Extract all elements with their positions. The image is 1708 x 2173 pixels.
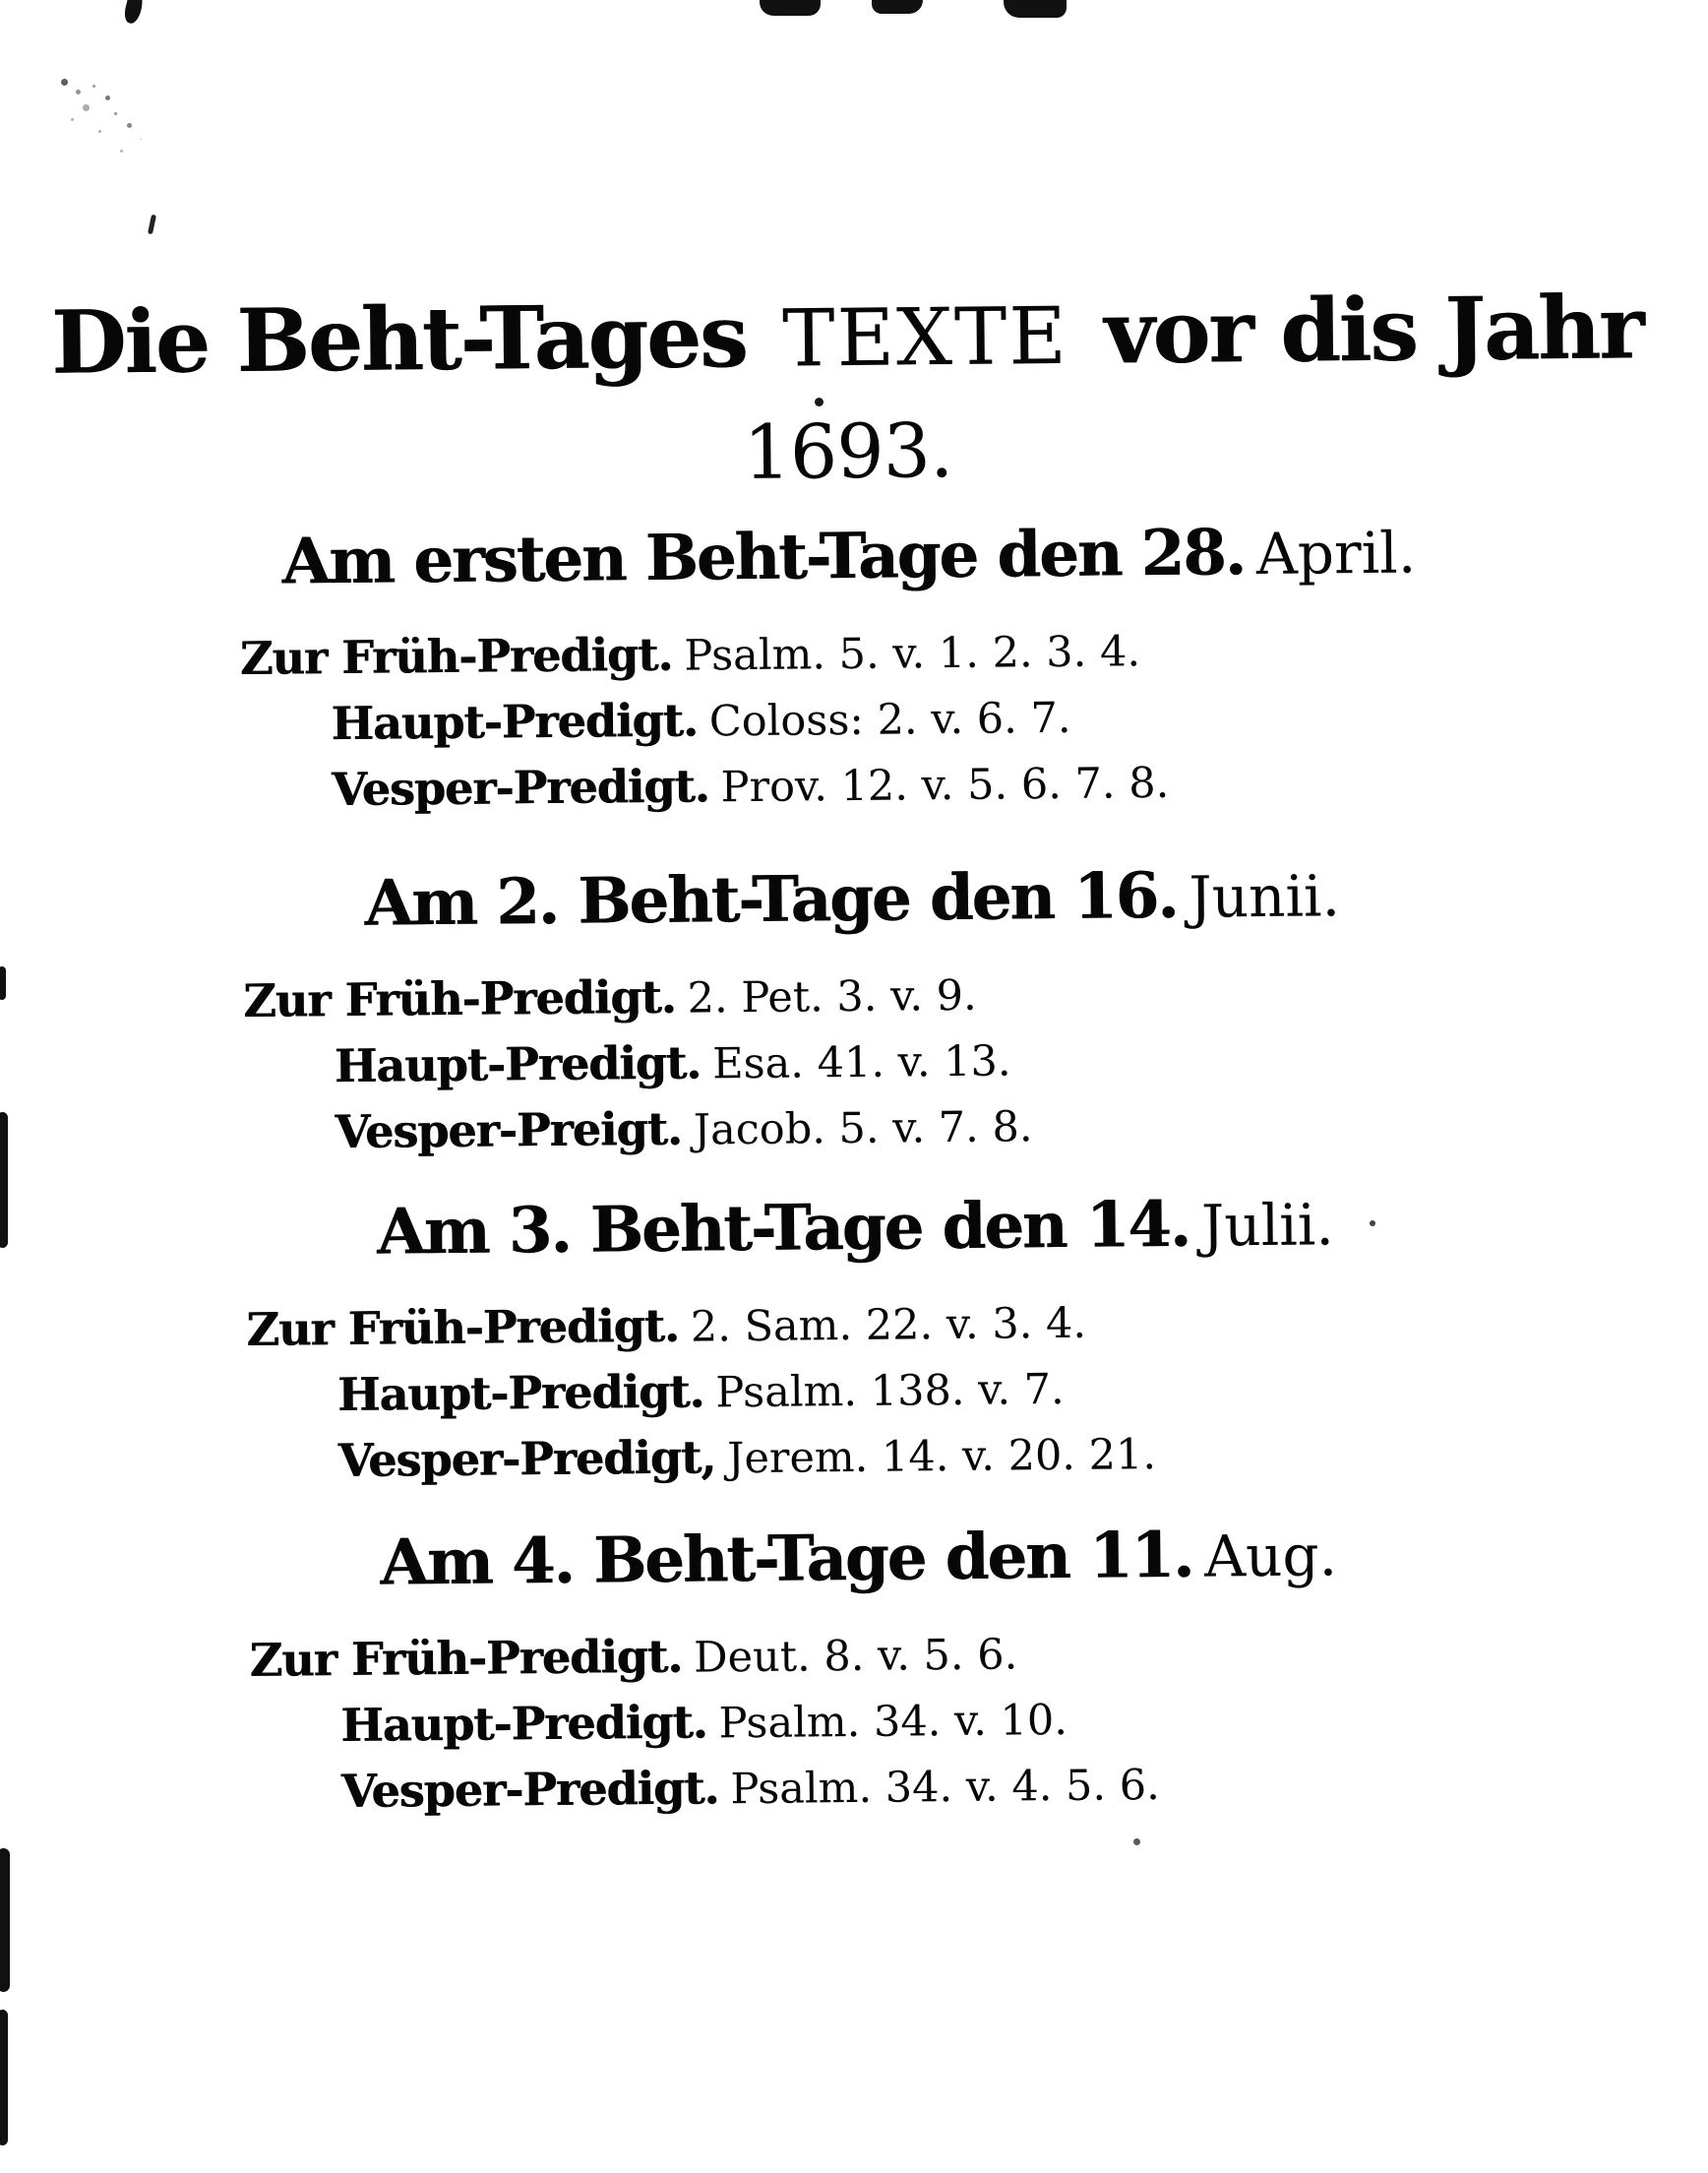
title-fraktur-part2: vor dis Jahr <box>1103 276 1643 384</box>
document-year: 1693. <box>743 406 953 497</box>
scripture-ref: Jacob. 5. v. 7. 8. <box>693 1102 1033 1155</box>
section-second-prayer-day <box>0 854 1708 1169</box>
scripture-ref: Jerem. 14. v. 20. 21. <box>726 1429 1157 1484</box>
heading-month-roman: Aug. <box>1203 1521 1338 1590</box>
scripture-ref: Psalm. 138. v. 7. <box>715 1364 1065 1418</box>
heading-fraktur: Am 3. Beht-Tage den 14. <box>376 1187 1190 1270</box>
sermon-label: Vesper-Predigt, <box>337 1430 716 1487</box>
document-title <box>0 276 1701 394</box>
heading-month-roman: Junii. <box>1189 862 1341 931</box>
sermon-label: Zur Früh-Predigt. <box>242 969 676 1027</box>
heading-fraktur: Am 4. Beht-Tage den 11. <box>379 1518 1193 1600</box>
title-fraktur-part1: Die Beht-Tages <box>50 284 748 394</box>
heading-month-roman: Julii. <box>1200 1191 1335 1260</box>
sermon-label: Haupt-Predigt. <box>336 1364 704 1421</box>
sermon-label: Haupt-Predigt. <box>334 1035 702 1092</box>
sermon-label: Haupt-Predigt. <box>331 693 699 750</box>
section-third-prayer-day <box>1 1183 1708 1498</box>
section-fourth-prayer-day <box>4 1514 1708 1829</box>
sermon-label: Vesper-Predigt. <box>340 1761 719 1818</box>
scripture-ref: Prov. 12. v. 5. 6. 7. 8. <box>720 758 1170 813</box>
scripture-ref: Esa. 41. v. 13. <box>711 1036 1011 1089</box>
section-heading <box>0 512 1703 603</box>
sermon-label: Zur Früh-Predigt. <box>239 627 673 685</box>
sermon-label: Vesper-Preigt. <box>335 1101 683 1158</box>
scan-edge-mark-4 <box>0 2010 8 2145</box>
section-heading <box>0 854 1707 946</box>
sermon-label: Zur Früh-Predigt. <box>246 1298 680 1356</box>
section-heading <box>1 1183 1708 1274</box>
scripture-ref: Psalm. 34. v. 10. <box>718 1695 1068 1749</box>
title-roman-texte: TEXTE <box>781 289 1069 385</box>
scripture-ref: 2. Pet. 3. v. 9. <box>687 970 977 1024</box>
sermon-label: Haupt-Predigt. <box>339 1695 707 1752</box>
sermon-label: Zur Früh-Predigt. <box>249 1629 683 1687</box>
heading-fraktur: Am ersten Beht-Tage den 28. <box>281 516 1246 599</box>
section-first-prayer-day <box>0 512 1705 827</box>
scripture-ref: Psalm. 5. v. 1. 2. 3. 4. <box>684 626 1141 681</box>
scripture-ref: 2. Sam. 22. v. 3. 4. <box>690 1298 1087 1352</box>
scripture-ref: Coloss: 2. v. 6. 7. <box>708 693 1071 747</box>
scripture-ref: Deut. 8. v. 5. 6. <box>693 1630 1018 1683</box>
scripture-ref: Psalm. 34. v. 4. 5. 6. <box>730 1760 1160 1815</box>
section-heading <box>4 1514 1708 1605</box>
heading-month-roman: April. <box>1255 519 1417 589</box>
heading-fraktur: Am 2. Beht-Tage den 16. <box>364 858 1178 941</box>
sermon-label: Vesper-Predigt. <box>331 759 709 816</box>
